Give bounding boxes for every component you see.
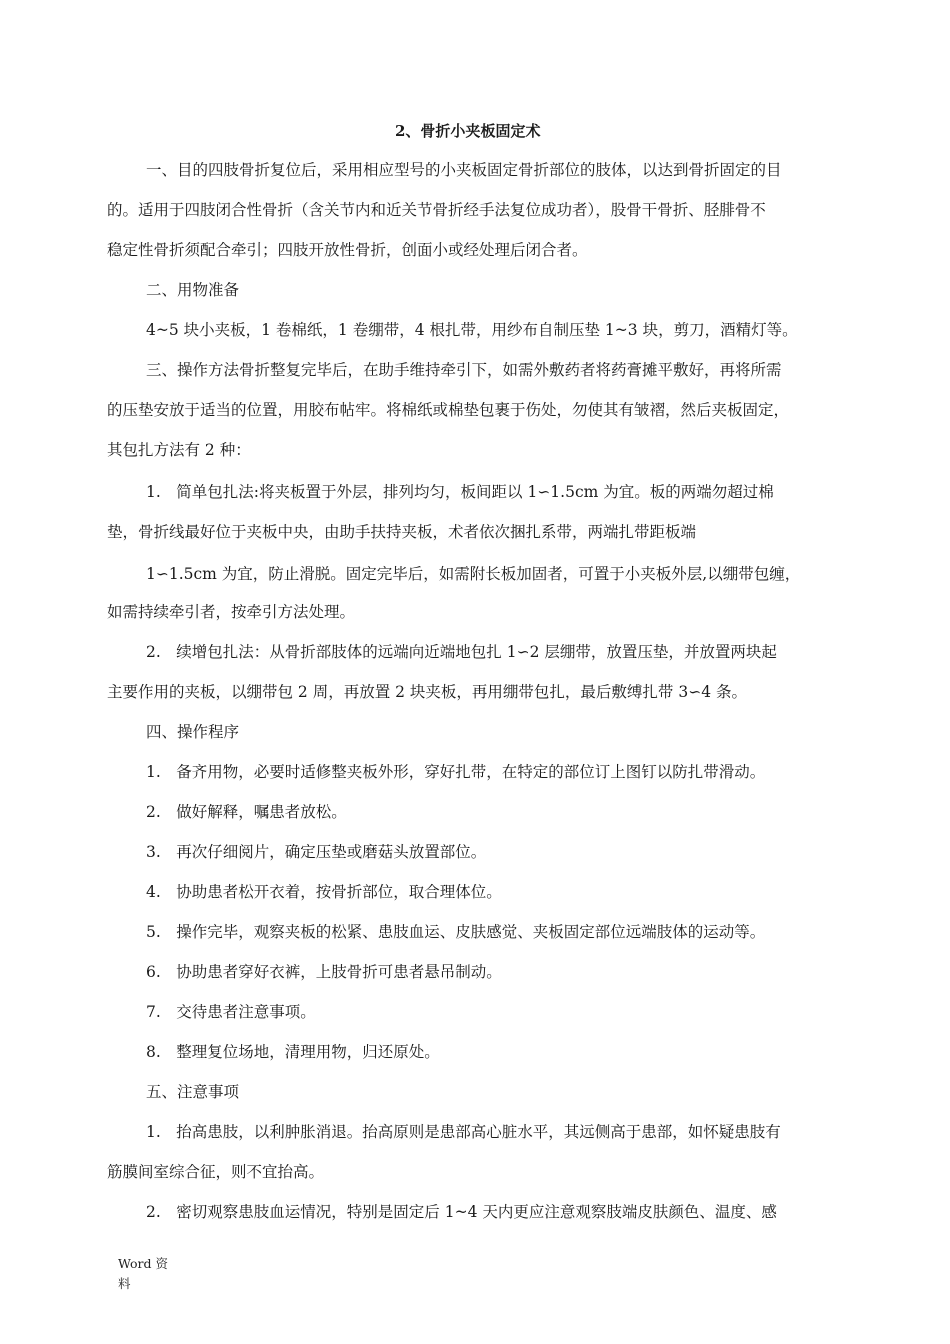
list-item-procedure-8: 8. 整理复位场地，清理用物，归还原处。 (146, 1043, 440, 1061)
para-simple-wrap-line-3: 1∽1.5cm 为宜，防止滑脱。固定完毕后，如需附长板加固者，可置于小夹板外层,以绷带包缠， (146, 565, 801, 583)
section-heading-materials: 二、用物准备 (146, 281, 240, 299)
para-method-line-1: 三、操作方法骨折整复完毕后，在助手维持牵引下，如需外敷药者将药膏摊平敷好，再将所需 (146, 361, 782, 379)
para-method-line-2: 的压垫安放于适当的位置，用胶布帖牢。将棉纸或棉垫包裹于伤处，勿使其有皱褶，然后夹板固定， (107, 401, 790, 419)
para-purpose-line-2: 的。适用于四肢闭合性骨折（含关节内和近关节骨折经手法复位成功者），股骨干骨折、胫腓骨不 (107, 201, 766, 219)
para-purpose-line-3: 稳定性骨折须配合牵引；四肢开放性骨折，创面小或经处理后闭合者。 (107, 241, 588, 259)
para-simple-wrap-line-2: 垫，骨折线最好位于夹板中央，由助手扶持夹板，术者依次捆扎系带，两端扎带距板端 (107, 523, 697, 541)
footer-line-2: 料 (118, 1276, 131, 1291)
list-item-precaution-2-line-1: 2. 密切观察患肢血运情况，特别是固定后 1~4 天内更应注意观察肢端皮肤颜色、温度、感 (146, 1203, 777, 1221)
section-heading-procedure: 四、操作程序 (146, 723, 240, 741)
para-incremental-wrap-line-1: 2. 续增包扎法：从骨折部肢体的远端向近端地包扎 1∽2 层绷带，放置压垫，并放置两块起 (146, 643, 777, 661)
section-heading-precautions: 五、注意事项 (146, 1083, 240, 1101)
list-item-procedure-7: 7. 交待患者注意事项。 (146, 1003, 316, 1021)
list-item-procedure-4: 4. 协助患者松开衣着，按骨折部位，取合理体位。 (146, 883, 502, 901)
para-purpose-line-1: 一、目的四肢骨折复位后，采用相应型号的小夹板固定骨折部位的肢体，以达到骨折固定的目 (146, 161, 782, 179)
document-title: 2、骨折小夹板固定术 (395, 122, 541, 140)
para-simple-wrap-line-1: 1. 简单包扎法:将夹板置于外层，排列均匀，板间距以 1∽1.5cm 为宜。板的两端勿超过棉 (146, 483, 774, 501)
page-footer (118, 1254, 168, 1294)
list-item-precaution-1-line-2: 筋膜间室综合征，则不宜抬高。 (107, 1163, 325, 1181)
footer-line-1: Word 资 (118, 1256, 168, 1271)
para-incremental-wrap-line-2: 主要作用的夹板，以绷带包 2 周，再放置 2 块夹板，再用绷带包扎，最后敷缚扎带 3∽4 条。 (107, 683, 747, 701)
list-item-procedure-3: 3. 再次仔细阅片，确定压垫或磨菇头放置部位。 (146, 843, 487, 861)
para-materials: 4~5 块小夹板，1 卷棉纸，1 卷绷带，4 根扎带，用纱布自制压垫 1~3 块，剪刀，酒精灯等。 (146, 321, 798, 339)
list-item-procedure-1: 1. 备齐用物，必要时适修整夹板外形，穿好扎带，在特定的部位订上图钉以防扎带滑动。 (146, 763, 766, 781)
list-item-procedure-2: 2. 做好解释，嘱患者放松。 (146, 803, 347, 821)
para-simple-wrap-line-4: 如需持续牵引者，按牵引方法处理。 (107, 603, 356, 621)
para-method-line-3: 其包扎方法有 2 种： (107, 441, 251, 459)
list-item-precaution-1-line-1: 1. 抬高患肢，以利肿胀消退。抬高原则是患部高心脏水平，其远侧高于患部，如怀疑患肢有 (146, 1123, 781, 1141)
list-item-procedure-5: 5. 操作完毕，观察夹板的松紧、患肢血运、皮肤感觉、夹板固定部位远端肢体的运动等。 (146, 923, 766, 941)
list-item-procedure-6: 6. 协助患者穿好衣裤，上肢骨折可患者悬吊制动。 (146, 963, 502, 981)
